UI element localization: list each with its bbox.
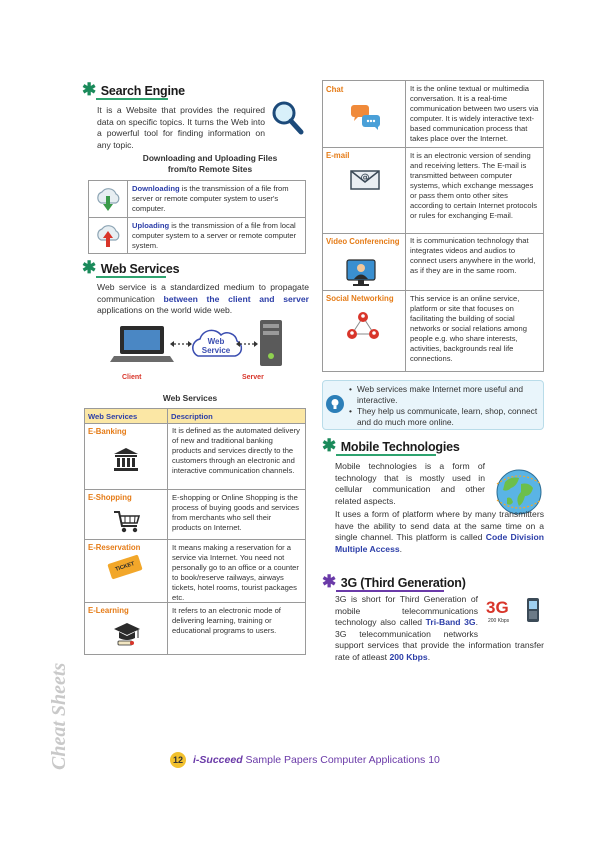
three-g-badge: 3G [486,598,509,617]
table-column-divider [167,409,168,654]
asterisk-icon: ✱ [322,572,337,591]
mobile-paragraph-2 [335,509,544,555]
video-conference-icon [345,258,377,288]
mobile-phone-icon [526,597,540,623]
note-item-text: Web services make Internet more useful and interactive. [357,384,524,405]
updown-heading-line1: Downloading and Uploading Files [142,153,278,163]
upload-cloud-icon [95,222,121,250]
search-engine-paragraph: It is a Website that provides the required data on specific topics. It turns the Web into a powerful tool for finding information on any topic. [97,105,265,150]
row-desc-e-banking: It is defined as the automated delivery of new and traditional banking products and services directly to the customers through an electronic and interactive communication channels. [172,426,300,475]
row-desc-e-mail: It is an electronic version of sending and receiving letters. The E-mail is transmitted between computer systems, which exchange messages or pass them onto other sites according to certain Internet protocols or rules for exchanging E-mail. [410,151,538,220]
row-name-e-reservation: E-Reservation [88,543,141,552]
note-item: • Web services make Internet more useful and interactive. [349,384,524,405]
note-item-text: They help us communicate, learn, shop, connect and do much more online. [357,406,538,427]
table-header-web-services: Web Services [88,412,138,421]
ticket-icon: TICKET [107,554,142,579]
row-divider [323,233,543,234]
row-divider [323,290,543,291]
row-divider [85,489,305,490]
download-cloud-icon [95,185,121,213]
web-services-table [84,408,306,655]
cloud-label-line1: Web [207,337,225,346]
downloading-text [132,184,302,214]
cloud-label [188,337,244,355]
row-name-social-networking: Social Networking [326,294,394,303]
email-envelope-icon [350,167,380,191]
uploading-term: Uploading [132,221,170,230]
three-g-para-start: 3G is short for Third Generation of mobile telecommunications technology also called [335,594,478,628]
web-services-para-end: applications on the world wide web. [97,305,233,316]
three-g-para-bold2: 200 Kbps [389,651,428,662]
graduation-cap-icon [113,621,141,647]
three-g-title: 3G (Third Generation) [340,576,466,590]
asterisk-icon: ✱ [82,258,97,277]
row-divider [323,147,543,148]
bank-icon [113,447,139,471]
upload-icon-cell [89,218,128,253]
heading-underline [96,98,168,100]
heading-underline [336,590,444,592]
mobile-para2-start: It uses a form of platform where by many transmitters have the ability to send data at the same time on a single channel. This platform is called [335,509,544,543]
page-number: 12 [170,752,186,768]
mobile-para2-end: . [399,543,403,554]
client-label: Client [122,374,142,381]
shopping-cart-icon [113,510,141,534]
footer-title [193,754,440,766]
web-services-table-caption: Web Services [162,393,218,403]
note-list [349,384,541,428]
updown-box [88,180,306,254]
web-services-title: Web Services [100,262,180,276]
communication-services-table [322,80,544,372]
heading-underline [96,276,166,278]
web-services-paragraph [97,282,309,317]
uploading-text [132,221,302,251]
heading-underline [336,454,436,456]
row-name-e-learning: E-Learning [88,606,129,615]
row-name-video-conferencing: Video Conferencing [326,237,400,246]
table-header-description: Description [171,412,213,421]
three-g-para-mid: . 3G telecommunication networks support services that provide the information transfer rate of atleast [335,617,544,662]
mobile-paragraph-1: Mobile technologies is a form of technology that is mostly used in cellular communication and other related aspects. [335,461,485,506]
row-desc-social-networking: This service is an online service, platform or site that focuses on facilitating the building of social networks or social relations among people e.g. who share interests, activities, backgrounds real life connections. [410,294,527,363]
row-name-e-shopping: E-Shopping [88,493,132,502]
svg-text:@: @ [360,173,370,183]
row-name-e-banking: E-Banking [88,427,127,436]
lightbulb-icon [326,395,344,413]
search-engine-title: Search Engine [100,84,185,98]
server-label: Server [242,374,264,381]
note-item: • They help us communicate, learn, shop, connect and do much more online. [349,406,538,427]
updown-heading [110,153,310,175]
server-icon [260,320,282,366]
uploading-desc: is the transmission of a file from local computer system to a server or remote computer system. [132,221,297,250]
three-g-para-bold1: Tri-Band 3G [425,617,476,628]
row-divider [85,602,305,603]
row-desc-e-reservation: It means making a reservation for a service via Internet. You need not personally go to an office or a counter to book/reserve railways, airways tickets, hotel rooms, tourist packages etc. [172,543,299,602]
row-name-chat: Chat [326,85,344,94]
download-icon-cell [89,181,128,217]
downloading-desc: is the transmission of a file from server or remote computer system to user's computer. [132,184,289,213]
three-g-para-end: . [427,651,431,662]
web-services-para-bold: between the client and server [163,293,310,304]
footer-brand: i-Succeed [193,754,243,766]
row-desc-chat: It is the online textual or multimedia conversation. It is a real-time communication between two users via computer. It is widely interactive text-based communication process that takes place over the Internet. [410,84,539,143]
asterisk-icon: ✱ [322,436,337,455]
cheat-sheets-side-label: Cheat Sheets [48,662,70,770]
downloading-term: Downloading [132,184,180,193]
row-divider [85,539,305,540]
social-network-icon [345,311,381,341]
three-g-paragraph [335,594,544,664]
web-service-diagram [110,318,290,386]
footer-title-text: Sample Papers Computer Applications 10 [242,754,440,766]
row-desc-e-learning: It refers to an electronic mode of delivering learning, training or educational programs to users. [172,606,281,635]
row-desc-video-conferencing: It is communication technology that integrates videos and audios to connect users anywhere in the world, as if they are in the same room. [410,236,536,275]
mobile-title: Mobile Technologies [340,440,460,454]
row-desc-e-shopping: E-shopping or Online Shopping is the process of buying goods and services from merchants who sell their products on Internet. [172,493,300,532]
updown-heading-line2: from/to Remote Sites [167,164,253,174]
magnifier-icon [270,100,304,136]
laptop-icon [110,326,174,362]
asterisk-icon: ✱ [82,80,97,99]
table-column-divider [405,81,406,371]
cloud-label-line2: Service [201,346,231,355]
web-services-para-start: Web service is a standardized medium to propagate communication [97,282,309,304]
chat-bubbles-icon [350,103,382,131]
mobile-para2-bold: Code Division Multiple Access [335,532,544,554]
note-box [322,380,544,430]
three-g-badge-sub: 200 Kbps [488,618,510,624]
row-name-e-mail: E-mail [326,151,350,160]
